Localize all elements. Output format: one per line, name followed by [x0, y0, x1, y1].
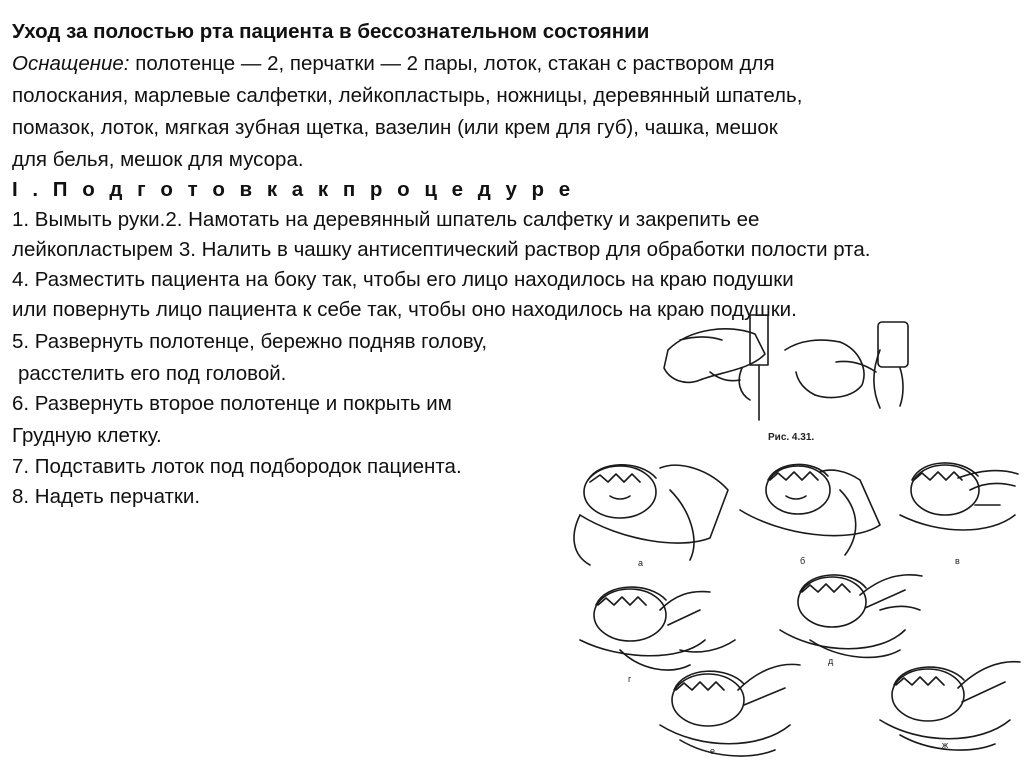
- panel-zh-drawing: [880, 662, 1020, 750]
- step-line: 7. Подставить лоток под подбородок пациента.: [12, 455, 462, 478]
- panel-v-drawing: [900, 463, 1018, 530]
- step-line: 8. Надеть перчатки.: [12, 485, 201, 508]
- panel-b-drawing: [740, 464, 880, 555]
- panel-label-e: е: [710, 746, 716, 756]
- equipment-line-3: помазок, лоток, мягкая зубная щетка, вазелин (или крем для губ), чашка, мешок: [12, 116, 778, 139]
- step-line: 1. Вымыть руки.2. Намотать на деревянный шпатель салфетку и закрепить ее: [12, 208, 760, 231]
- panel-a-drawing: [574, 465, 728, 565]
- illustration-drawing: [560, 310, 1024, 767]
- step-line: 6. Развернуть второе полотенце и покрыть им: [12, 392, 452, 415]
- step-line: или повернуть лицо пациента к себе так, чтобы оно находилось на краю подушки.: [12, 298, 797, 321]
- panel-d-drawing: [780, 575, 922, 658]
- equipment-line-1: [12, 52, 775, 76]
- panel-e-drawing: [660, 664, 800, 756]
- panel-label-a: а: [638, 558, 644, 568]
- panel-label-b: б: [800, 556, 806, 566]
- section-heading: I . П о д г о т о в к а к п р о ц е д у р е: [12, 178, 575, 201]
- equipment-line-4: для белья, мешок для мусора.: [12, 148, 304, 171]
- panel-label-v: в: [955, 556, 960, 566]
- equipment-label: Оснащение:: [12, 52, 130, 75]
- panel-label-g: г: [628, 674, 632, 684]
- equipment-text-1: полотенце — 2, перчатки — 2 пары, лоток, стакан с раствором для: [135, 52, 775, 75]
- hand-wrapping-spatula-drawing: [664, 315, 908, 420]
- step-line: Грудную клетку.: [12, 424, 162, 447]
- step-line: расстелить его под головой.: [18, 362, 287, 385]
- step-line: 5. Развернуть полотенце, бережно подняв голову,: [12, 330, 488, 353]
- panel-g-drawing: [580, 587, 735, 670]
- step-line: лейкопластырем 3. Налить в чашку антисептический раствор для обработки полости рта.: [12, 238, 871, 261]
- panel-label-zh: ж: [942, 740, 949, 750]
- panel-label-d: д: [828, 656, 834, 666]
- figure-caption: Рис. 4.31.: [768, 432, 815, 443]
- step-line: 4. Разместить пациента на боку так, чтобы его лицо находилось на краю подушки: [12, 268, 794, 291]
- procedure-illustration: [560, 310, 1024, 767]
- equipment-line-2: полоскания, марлевые салфетки, лейкопластырь, ножницы, деревянный шпатель,: [12, 84, 803, 107]
- page-title: Уход за полостью рта пациента в бессознательном состоянии: [12, 20, 650, 43]
